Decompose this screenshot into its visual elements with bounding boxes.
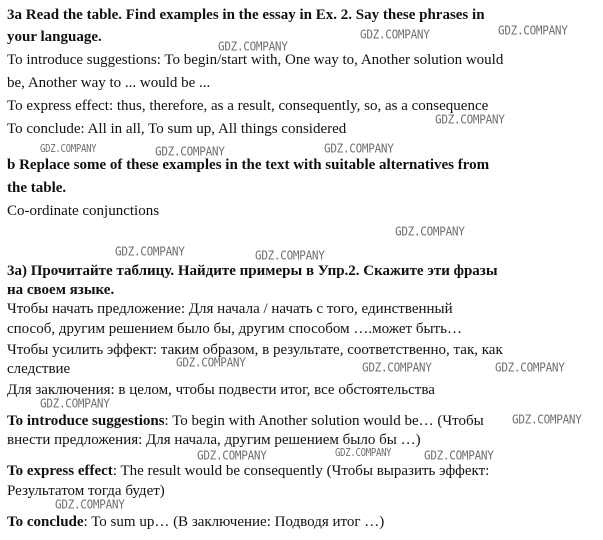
watermark: GDZ.COMPANY: [55, 497, 125, 512]
example-conclude-line: [7, 513, 384, 531]
watermark: GDZ.COMPANY: [324, 141, 394, 156]
exercise-b-heading: b Replace some of these examples in the text with suitable alternatives from: [7, 157, 490, 173]
watermark: GDZ.COMPANY: [360, 27, 430, 42]
watermark: GDZ.COMPANY: [155, 144, 225, 159]
example-introduce-line: [7, 412, 484, 430]
coordinate-conjunctions: Co-ordinate conjunctions: [7, 203, 160, 219]
example-effect-line: [7, 462, 489, 480]
watermark: GDZ.COMPANY: [335, 448, 392, 460]
watermark: GDZ.COMPANY: [255, 248, 325, 263]
watermark: GDZ.COMPANY: [495, 360, 565, 375]
watermark: GDZ.COMPANY: [197, 448, 267, 463]
ru-exercise-3a-heading: 3а) Прочитайте таблицу. Найдите примеры в Упр.2. Скажите эти фразы: [7, 263, 498, 279]
exercise-3a-heading: 3a Read the table. Find examples in the essay in Ex. 2. Say these phrases in: [7, 7, 485, 23]
example-effect-line-cont: Результатом тогда будет): [7, 483, 165, 499]
example-introduce-line-cont: внести предложения: Для начала, другим решением было бы …): [7, 432, 421, 448]
ru-exercise-3a-heading-cont: на своем языке.: [7, 282, 115, 298]
ru-conclude-line: Для заключения: в целом, чтобы подвести итог, все обстоятельства: [7, 382, 435, 398]
watermark: GDZ.COMPANY: [176, 355, 246, 370]
watermark: GDZ.COMPANY: [512, 412, 582, 427]
example-effect-text: : The result would be consequently (Чтобы выразить эффект:: [112, 463, 490, 479]
introduce-suggestions-line: To introduce suggestions: To begin/start with, One way to, Another solution would: [7, 52, 504, 68]
example-introduce-label: To introduce suggestions: [7, 413, 165, 429]
example-conclude-label: To conclude: [7, 514, 84, 530]
exercise-3a-heading-cont: your language.: [7, 29, 102, 45]
example-effect-label: To express effect: [7, 463, 113, 479]
watermark: GDZ.COMPANY: [395, 224, 465, 239]
watermark: GDZ.COMPANY: [498, 23, 568, 38]
watermark: GDZ.COMPANY: [218, 39, 288, 54]
conclude-line: To conclude: All in all, To sum up, All things considered: [7, 121, 347, 137]
watermark: GDZ.COMPANY: [424, 448, 494, 463]
ru-introduce-line: Чтобы начать предложение: Для начала / начать с того, единственный: [7, 301, 453, 317]
introduce-suggestions-line-cont: be, Another way to ... would be ...: [7, 75, 211, 91]
ru-effect-line: Чтобы усилить эффект: таким образом, в результате, соответственно, так, как: [7, 342, 503, 358]
watermark: GDZ.COMPANY: [115, 244, 185, 259]
example-conclude-text: : To sum up… (В заключение: Подводя итог …): [83, 514, 385, 530]
watermark: GDZ.COMPANY: [40, 144, 97, 156]
example-introduce-text: : To begin with Another solution would be… (Чтобы: [164, 413, 484, 429]
watermark: GDZ.COMPANY: [40, 396, 110, 411]
exercise-b-heading-cont: the table.: [7, 180, 67, 196]
watermark: GDZ.COMPANY: [435, 112, 505, 127]
watermark: GDZ.COMPANY: [362, 360, 432, 375]
ru-introduce-line-cont: способ, другим решением было бы, другим способом ….может быть…: [7, 321, 462, 337]
express-effect-line: To express effect: thus, therefore, as a result, consequently, so, as a consequence: [7, 98, 489, 114]
ru-effect-line-cont: следствие: [7, 361, 71, 377]
